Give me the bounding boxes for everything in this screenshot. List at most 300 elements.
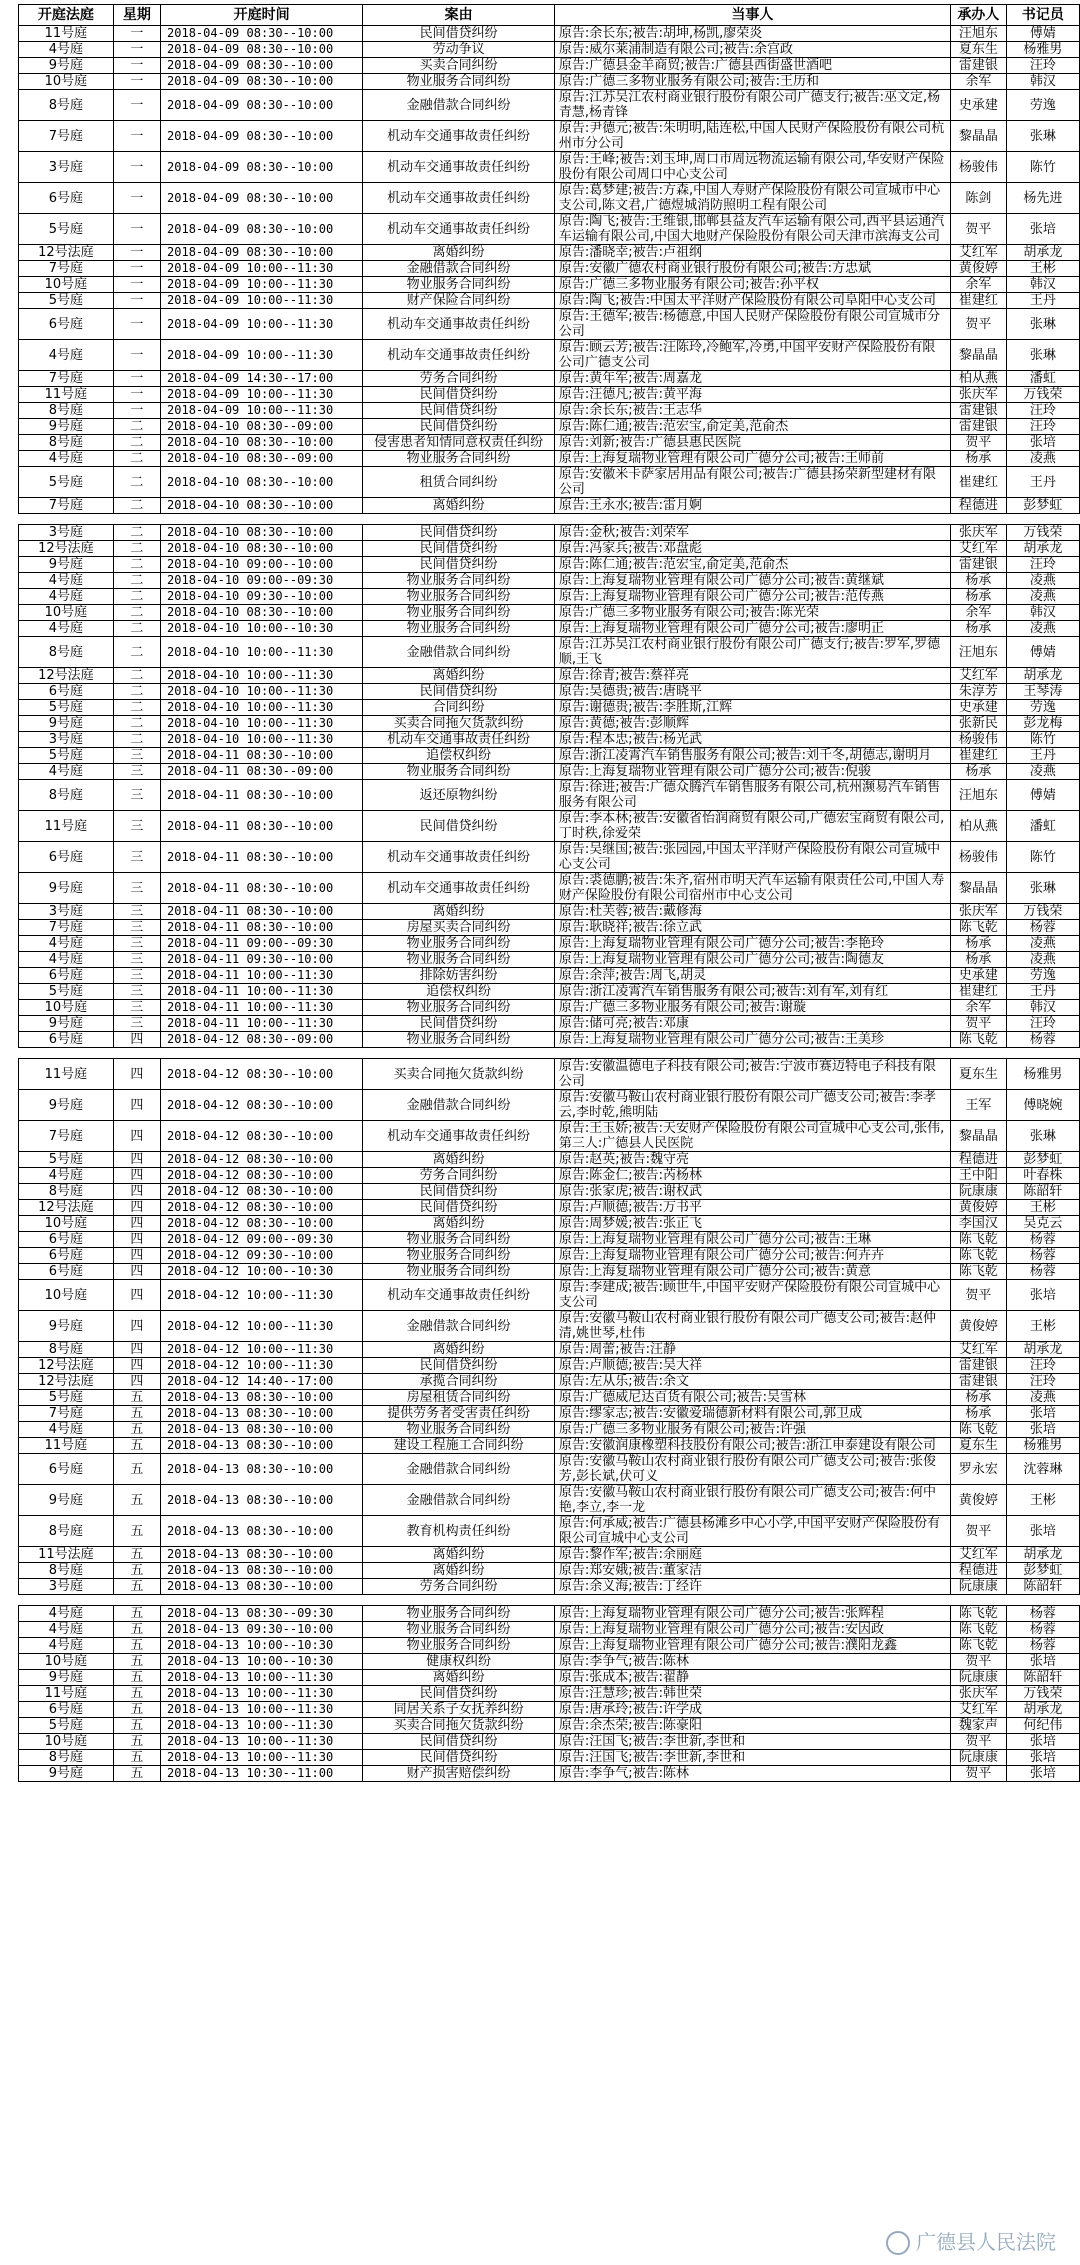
cell-clerk: 张培	[1006, 435, 1079, 451]
cell-parties: 原告:上海复瑞物业管理有限公司广德分公司;被告:何卉卉	[554, 1248, 950, 1264]
cell-weekday: 二	[113, 605, 160, 621]
cell-time: 2018-04-11 10:00--11:30	[161, 968, 363, 984]
cell-weekday: 四	[113, 1184, 160, 1200]
table-row	[19, 435, 1080, 451]
cell-clerk: 张培	[1006, 1734, 1079, 1750]
cell-clerk: 张琳	[1006, 121, 1079, 152]
cell-clerk: 杨蓉	[1006, 1638, 1079, 1654]
cell-cause: 租赁合同纠纷	[363, 467, 555, 498]
cell-parties: 原告:吴德贵;被告:唐晓平	[554, 684, 950, 700]
cell-judge: 杨承	[950, 573, 1006, 589]
cell-court: 5号庭	[19, 467, 114, 498]
cell-court: 6号庭	[19, 1454, 114, 1485]
cell-clerk: 胡承龙	[1006, 245, 1079, 261]
cell-time: 2018-04-11 10:00--11:30	[161, 984, 363, 1000]
table-row	[19, 387, 1080, 403]
cell-weekday: 一	[113, 340, 160, 371]
table-row	[19, 716, 1080, 732]
cell-weekday: 三	[113, 764, 160, 780]
cell-cause: 民间借贷纠纷	[363, 1686, 555, 1702]
cell-cause: 健康权纠纷	[363, 1654, 555, 1670]
cell-judge: 杨承	[950, 936, 1006, 952]
cell-cause: 房屋买卖合同纠纷	[363, 920, 555, 936]
cell-court: 10号庭	[19, 1216, 114, 1232]
cell-clerk: 韩汉	[1006, 277, 1079, 293]
table-row	[19, 780, 1080, 811]
cell-time: 2018-04-10 10:00--11:30	[161, 668, 363, 684]
cell-cause: 机动车交通事故责任纠纷	[363, 842, 555, 873]
cell-clerk: 王彬	[1006, 1311, 1079, 1342]
cell-judge: 张庆军	[950, 1686, 1006, 1702]
cell-weekday: 一	[113, 261, 160, 277]
cell-clerk: 张培	[1006, 1422, 1079, 1438]
cell-judge: 黎晶晶	[950, 1121, 1006, 1152]
cell-parties: 原告:安徽马鞍山农村商业银行股份有限公司广德支公司;被告:赵仲清,姚世琴,杜伟	[554, 1311, 950, 1342]
cell-court: 8号庭	[19, 90, 114, 121]
cell-judge: 黄俊婷	[950, 261, 1006, 277]
table-row	[19, 74, 1080, 90]
cell-parties: 原告:李本林;被告:安徽省怡润商贸有限公司,广德宏宝商贸有限公司,丁时秩,徐爱荣	[554, 811, 950, 842]
cell-weekday: 四	[113, 1121, 160, 1152]
cell-time: 2018-04-09 14:30--17:00	[161, 371, 363, 387]
cell-judge: 陈飞乾	[950, 1422, 1006, 1438]
cell-parties: 原告:徐进;被告:广德众腾汽车销售服务有限公司,杭州濒易汽车销售服务有限公司	[554, 780, 950, 811]
table-row	[19, 1638, 1080, 1654]
cell-parties: 原告:上海复瑞物业管理有限公司广德分公司;被告:黄继斌	[554, 573, 950, 589]
cell-parties: 原告:耿晓祥;被告:徐立武	[554, 920, 950, 936]
cell-cause: 财产损害赔偿纠纷	[363, 1766, 555, 1782]
cell-weekday: 五	[113, 1606, 160, 1622]
cell-clerk: 杨蓉	[1006, 1232, 1079, 1248]
table-row	[19, 1438, 1080, 1454]
cell-parties: 原告:唐承玲;被告:许学成	[554, 1702, 950, 1718]
cell-clerk: 吴克云	[1006, 1216, 1079, 1232]
cell-judge: 陈飞乾	[950, 1032, 1006, 1048]
table-row	[19, 1516, 1080, 1547]
cell-court: 7号庭	[19, 1121, 114, 1152]
header-court: 开庭法庭	[19, 5, 114, 26]
cell-time: 2018-04-12 08:30--10:00	[161, 1121, 363, 1152]
cell-cause: 买卖合同拖欠货款纠纷	[363, 1718, 555, 1734]
table-row	[19, 1311, 1080, 1342]
cell-clerk: 张培	[1006, 1750, 1079, 1766]
header-time: 开庭时间	[161, 5, 363, 26]
cell-time: 2018-04-10 08:30--09:00	[161, 419, 363, 435]
cell-parties: 原告:安徽米卡萨家居用品有限公司;被告:广德县扬荣新型建材有限公司	[554, 467, 950, 498]
cell-time: 2018-04-09 08:30--10:00	[161, 74, 363, 90]
cell-time: 2018-04-09 10:00--11:30	[161, 277, 363, 293]
cell-time: 2018-04-10 08:30--10:00	[161, 435, 363, 451]
cell-time: 2018-04-12 10:00--11:30	[161, 1358, 363, 1374]
cell-weekday: 三	[113, 780, 160, 811]
cell-cause: 民间借贷纠纷	[363, 1016, 555, 1032]
cell-court: 9号庭	[19, 419, 114, 435]
cell-weekday: 一	[113, 371, 160, 387]
cell-clerk: 凌燕	[1006, 1390, 1079, 1406]
cell-clerk: 万钱荣	[1006, 1686, 1079, 1702]
cell-cause: 金融借款合同纠纷	[363, 1485, 555, 1516]
cell-time: 2018-04-13 08:30--10:00	[161, 1422, 363, 1438]
cell-court: 3号庭	[19, 732, 114, 748]
cell-clerk: 张培	[1006, 1406, 1079, 1422]
cell-judge: 柏从燕	[950, 811, 1006, 842]
cell-parties: 原告:黎作军;被告:余丽庭	[554, 1547, 950, 1563]
cell-cause: 民间借贷纠纷	[363, 419, 555, 435]
cell-cause: 物业服务合同纠纷	[363, 74, 555, 90]
cell-judge: 贺平	[950, 1734, 1006, 1750]
cell-clerk: 潘虹	[1006, 811, 1079, 842]
table-row	[19, 152, 1080, 183]
cell-parties: 原告:广德三多物业服务有限公司;被告:许强	[554, 1422, 950, 1438]
cell-judge: 黄俊婷	[950, 1200, 1006, 1216]
schedule-sheet	[18, 4, 1080, 1782]
cell-judge: 阮康康	[950, 1579, 1006, 1595]
cell-court: 5号庭	[19, 293, 114, 309]
cell-clerk: 劳逸	[1006, 968, 1079, 984]
cell-time: 2018-04-12 10:00--11:30	[161, 1342, 363, 1358]
cell-time: 2018-04-10 08:30--09:00	[161, 451, 363, 467]
cell-time: 2018-04-11 08:30--10:00	[161, 920, 363, 936]
cell-cause: 民间借贷纠纷	[363, 525, 555, 541]
cell-parties: 原告:上海复瑞物业管理有限公司广德分公司;被告:陶德友	[554, 952, 950, 968]
cell-judge: 陈飞乾	[950, 1232, 1006, 1248]
cell-weekday: 二	[113, 525, 160, 541]
table-row	[19, 58, 1080, 74]
cell-clerk: 陈竹	[1006, 732, 1079, 748]
cell-clerk: 韩汉	[1006, 74, 1079, 90]
watermark-text: 广德县人民法院	[916, 2229, 1056, 2254]
cell-cause: 机动车交通事故责任纠纷	[363, 1121, 555, 1152]
cell-parties: 原告:广德威尼达百货有限公司;被告:吴雪林	[554, 1390, 950, 1406]
cell-parties: 原告:安徽马鞍山农村商业银行股份有限公司广德支公司;被告:何中艳,李立,李一龙	[554, 1485, 950, 1516]
cell-court: 6号庭	[19, 1248, 114, 1264]
table-row	[19, 968, 1080, 984]
cell-weekday: 二	[113, 637, 160, 668]
table-row	[19, 1454, 1080, 1485]
cell-parties: 原告:顾云芳;被告:汪陈玲,冷鲍军,冷勇,中国平安财产保险股份有限公司广德支公司	[554, 340, 950, 371]
cell-judge: 陈飞乾	[950, 1622, 1006, 1638]
cell-time: 2018-04-09 10:00--11:30	[161, 403, 363, 419]
table-row	[19, 873, 1080, 904]
cell-parties: 原告:卢顺德;被告:吴大祥	[554, 1358, 950, 1374]
header-row	[19, 5, 1080, 26]
cell-cause: 物业服务合同纠纷	[363, 451, 555, 467]
cell-parties: 原告:广德三多物业服务有限公司;被告:王历和	[554, 74, 950, 90]
cell-weekday: 二	[113, 732, 160, 748]
cell-court: 12号法庭	[19, 245, 114, 261]
cell-weekday: 一	[113, 58, 160, 74]
cell-clerk: 彭龙梅	[1006, 716, 1079, 732]
cell-court: 9号庭	[19, 1485, 114, 1516]
cell-clerk: 王琴涛	[1006, 684, 1079, 700]
cell-judge: 杨承	[950, 621, 1006, 637]
table-row	[19, 1032, 1080, 1048]
cell-judge: 杨骏伟	[950, 732, 1006, 748]
cell-judge: 陈飞乾	[950, 920, 1006, 936]
table-row	[19, 1248, 1080, 1264]
cell-court: 5号庭	[19, 214, 114, 245]
cell-time: 2018-04-11 10:00--11:30	[161, 1016, 363, 1032]
cell-time: 2018-04-09 10:00--11:30	[161, 387, 363, 403]
cell-cause: 民间借贷纠纷	[363, 1184, 555, 1200]
cell-cause: 民间借贷纠纷	[363, 26, 555, 42]
cell-weekday: 五	[113, 1563, 160, 1579]
cell-weekday: 三	[113, 748, 160, 764]
cell-judge: 贺平	[950, 309, 1006, 340]
cell-time: 2018-04-10 10:00--11:30	[161, 700, 363, 716]
cell-court: 8号庭	[19, 780, 114, 811]
cell-weekday: 三	[113, 811, 160, 842]
cell-time: 2018-04-13 08:30--10:00	[161, 1485, 363, 1516]
cell-court: 4号庭	[19, 1622, 114, 1638]
cell-weekday: 四	[113, 1032, 160, 1048]
cell-parties: 原告:王德军;被告:杨德意,中国人民财产保险股份有限公司宣城市分公司	[554, 309, 950, 340]
cell-weekday: 五	[113, 1390, 160, 1406]
cell-court: 4号庭	[19, 936, 114, 952]
cell-time: 2018-04-12 10:00--11:30	[161, 1311, 363, 1342]
cell-clerk: 沈蓉琳	[1006, 1454, 1079, 1485]
cell-weekday: 二	[113, 498, 160, 514]
cell-time: 2018-04-12 08:30--10:00	[161, 1059, 363, 1090]
cell-court: 4号庭	[19, 340, 114, 371]
cell-weekday: 三	[113, 904, 160, 920]
cell-time: 2018-04-13 08:30--10:00	[161, 1438, 363, 1454]
cell-cause: 物业服务合同纠纷	[363, 1638, 555, 1654]
table-row	[19, 309, 1080, 340]
table-row	[19, 984, 1080, 1000]
cell-cause: 离婚纠纷	[363, 1547, 555, 1563]
cell-weekday: 五	[113, 1438, 160, 1454]
cell-court: 12号法庭	[19, 1358, 114, 1374]
cell-judge: 黄俊婷	[950, 1311, 1006, 1342]
cell-cause: 机动车交通事故责任纠纷	[363, 340, 555, 371]
cell-judge: 艾红军	[950, 1702, 1006, 1718]
cell-parties: 原告:上海复瑞物业管理有限公司广德分公司;被告:王师前	[554, 451, 950, 467]
table-row	[19, 261, 1080, 277]
cell-parties: 原告:汪国飞;被告:李世新,李世和	[554, 1750, 950, 1766]
cell-parties: 原告:广德县金羊商贸;被告:广德县西街盛世酒吧	[554, 58, 950, 74]
cell-clerk: 韩汉	[1006, 605, 1079, 621]
cell-cause: 物业服务合同纠纷	[363, 936, 555, 952]
cell-judge: 史承建	[950, 968, 1006, 984]
cell-parties: 原告:程本忠;被告:杨光武	[554, 732, 950, 748]
cell-parties: 原告:浙江凌霄汽车销售服务有限公司;被告:刘有军,刘有红	[554, 984, 950, 1000]
court-watermark	[886, 2226, 1056, 2256]
cell-judge: 崔建红	[950, 984, 1006, 1000]
cell-cause: 民间借贷纠纷	[363, 1358, 555, 1374]
cell-cause: 物业服务合同纠纷	[363, 1264, 555, 1280]
table-row	[19, 1547, 1080, 1563]
table-row	[19, 732, 1080, 748]
cell-parties: 原告:安徽广德农村商业银行股份有限公司;被告:方忠斌	[554, 261, 950, 277]
cell-parties: 原告:汪德凡;被告:黄平海	[554, 387, 950, 403]
cell-parties: 原告:余义海;被告:丁经许	[554, 1579, 950, 1595]
cell-weekday: 二	[113, 621, 160, 637]
cell-time: 2018-04-09 08:30--10:00	[161, 26, 363, 42]
table-row	[19, 748, 1080, 764]
cell-judge: 雷建银	[950, 419, 1006, 435]
cell-clerk: 汪玲	[1006, 1358, 1079, 1374]
header-clerk: 书记员	[1006, 5, 1079, 26]
table-row	[19, 1670, 1080, 1686]
cell-clerk: 杨雅男	[1006, 1438, 1079, 1454]
table-row	[19, 700, 1080, 716]
cell-cause: 离婚纠纷	[363, 668, 555, 684]
cell-parties: 原告:安徽润康橡塑科技股份有限公司;被告:浙江申泰建设有限公司	[554, 1438, 950, 1454]
cell-clerk: 陈韶轩	[1006, 1579, 1079, 1595]
cell-clerk: 劳逸	[1006, 700, 1079, 716]
cell-cause: 机动车交通事故责任纠纷	[363, 152, 555, 183]
cell-weekday: 四	[113, 1168, 160, 1184]
cell-time: 2018-04-12 08:30--09:00	[161, 1032, 363, 1048]
cell-weekday: 二	[113, 589, 160, 605]
cell-court: 9号庭	[19, 557, 114, 573]
cell-time: 2018-04-13 10:00--10:30	[161, 1654, 363, 1670]
cell-parties: 原告:黄德;被告:彭顺辉	[554, 716, 950, 732]
cell-clerk: 凌燕	[1006, 764, 1079, 780]
table-row	[19, 1200, 1080, 1216]
cell-clerk: 杨蓉	[1006, 920, 1079, 936]
cell-time: 2018-04-13 08:30--10:00	[161, 1406, 363, 1422]
cell-cause: 机动车交通事故责任纠纷	[363, 214, 555, 245]
cell-judge: 程德进	[950, 498, 1006, 514]
cell-cause: 劳务合同纠纷	[363, 1168, 555, 1184]
table-row	[19, 842, 1080, 873]
cell-weekday: 三	[113, 968, 160, 984]
cell-clerk: 汪玲	[1006, 403, 1079, 419]
cell-judge: 贺平	[950, 435, 1006, 451]
cell-parties: 原告:上海复瑞物业管理有限公司广德分公司;被告:廖明正	[554, 621, 950, 637]
cell-clerk: 张培	[1006, 1516, 1079, 1547]
cell-clerk: 劳逸	[1006, 90, 1079, 121]
cell-weekday: 五	[113, 1516, 160, 1547]
cell-time: 2018-04-12 09:30--10:00	[161, 1248, 363, 1264]
cell-time: 2018-04-10 10:00--11:30	[161, 637, 363, 668]
cell-cause: 返还原物纠纷	[363, 780, 555, 811]
cell-court: 8号庭	[19, 1516, 114, 1547]
cell-cause: 劳务合同纠纷	[363, 371, 555, 387]
gap-cell	[19, 514, 1080, 525]
cell-clerk: 韩汉	[1006, 1000, 1079, 1016]
cell-judge: 艾红军	[950, 1547, 1006, 1563]
cell-clerk: 陈韶轩	[1006, 1670, 1079, 1686]
cell-court: 6号庭	[19, 1264, 114, 1280]
cell-weekday: 二	[113, 541, 160, 557]
cell-judge: 史承建	[950, 700, 1006, 716]
cell-judge: 夏东生	[950, 1438, 1006, 1454]
cell-weekday: 四	[113, 1280, 160, 1311]
cell-time: 2018-04-10 09:00--10:00	[161, 557, 363, 573]
cell-time: 2018-04-13 10:00--10:30	[161, 1638, 363, 1654]
cell-judge: 雷建银	[950, 403, 1006, 419]
cell-court: 10号庭	[19, 1000, 114, 1016]
cell-cause: 物业服务合同纠纷	[363, 764, 555, 780]
cell-weekday: 一	[113, 245, 160, 261]
cell-cause: 排除妨害纠纷	[363, 968, 555, 984]
cell-judge: 杨承	[950, 952, 1006, 968]
cell-weekday: 五	[113, 1670, 160, 1686]
cell-judge: 崔建红	[950, 467, 1006, 498]
cell-clerk: 凌燕	[1006, 936, 1079, 952]
cell-weekday: 一	[113, 387, 160, 403]
cell-cause: 合同纠纷	[363, 700, 555, 716]
cell-judge: 贺平	[950, 1654, 1006, 1670]
cell-weekday: 四	[113, 1232, 160, 1248]
cell-cause: 民间借贷纠纷	[363, 387, 555, 403]
cell-time: 2018-04-12 10:00--11:30	[161, 1280, 363, 1311]
cell-court: 5号庭	[19, 1390, 114, 1406]
cell-judge: 张新民	[950, 716, 1006, 732]
table-row	[19, 1718, 1080, 1734]
cell-cause: 金融借款合同纠纷	[363, 90, 555, 121]
cell-clerk: 汪玲	[1006, 419, 1079, 435]
cell-parties: 原告:李争气;被告:陈林	[554, 1766, 950, 1782]
cell-court: 9号庭	[19, 1670, 114, 1686]
cell-court: 5号庭	[19, 1718, 114, 1734]
cell-court: 9号庭	[19, 873, 114, 904]
table-row	[19, 920, 1080, 936]
cell-clerk: 杨雅男	[1006, 42, 1079, 58]
cell-court: 11号庭	[19, 1059, 114, 1090]
cell-judge: 汪旭东	[950, 26, 1006, 42]
cell-judge: 杨承	[950, 589, 1006, 605]
cell-parties: 原告:陈金仁;被告:芮杨林	[554, 1168, 950, 1184]
cell-cause: 房屋租赁合同纠纷	[363, 1390, 555, 1406]
cell-time: 2018-04-09 10:00--11:30	[161, 340, 363, 371]
cell-parties: 原告:潘晓幸;被告:卢祖纲	[554, 245, 950, 261]
section-gap	[19, 514, 1080, 525]
cell-weekday: 一	[113, 90, 160, 121]
cell-cause: 物业服务合同纠纷	[363, 1032, 555, 1048]
cell-cause: 金融借款合同纠纷	[363, 261, 555, 277]
cell-cause: 侵害患者知情同意权责任纠纷	[363, 435, 555, 451]
cell-weekday: 三	[113, 920, 160, 936]
cell-parties: 原告:谢德贵;被告:李胜斯,江辉	[554, 700, 950, 716]
cell-judge: 李国汉	[950, 1216, 1006, 1232]
cell-clerk: 胡承龙	[1006, 668, 1079, 684]
cell-time: 2018-04-10 10:00--11:30	[161, 716, 363, 732]
cell-court: 8号庭	[19, 435, 114, 451]
cell-cause: 民间借贷纠纷	[363, 403, 555, 419]
cell-time: 2018-04-12 08:30--10:00	[161, 1152, 363, 1168]
cell-parties: 原告:上海复瑞物业管理有限公司广德分公司;被告:王琳	[554, 1232, 950, 1248]
table-row	[19, 121, 1080, 152]
table-row	[19, 1016, 1080, 1032]
cell-court: 4号庭	[19, 1422, 114, 1438]
cell-clerk: 王丹	[1006, 984, 1079, 1000]
cell-weekday: 一	[113, 26, 160, 42]
cell-clerk: 凌燕	[1006, 451, 1079, 467]
table-row	[19, 904, 1080, 920]
cell-cause: 离婚纠纷	[363, 1342, 555, 1358]
cell-time: 2018-04-09 08:30--10:00	[161, 183, 363, 214]
cell-court: 4号庭	[19, 1638, 114, 1654]
cell-court: 11号庭	[19, 1686, 114, 1702]
cell-weekday: 五	[113, 1750, 160, 1766]
cell-cause: 物业服务合同纠纷	[363, 1422, 555, 1438]
cell-weekday: 三	[113, 842, 160, 873]
cell-judge: 杨骏伟	[950, 152, 1006, 183]
cell-parties: 原告:浙江凌霄汽车销售服务有限公司;被告:刘千冬,胡德志,谢明月	[554, 748, 950, 764]
cell-court: 8号庭	[19, 1563, 114, 1579]
cell-parties: 原告:广德三多物业服务有限公司;被告:孙平权	[554, 277, 950, 293]
cell-time: 2018-04-13 08:30--10:00	[161, 1579, 363, 1595]
cell-court: 10号庭	[19, 1734, 114, 1750]
cell-cause: 物业服务合同纠纷	[363, 605, 555, 621]
cell-judge: 贺平	[950, 214, 1006, 245]
cell-cause: 买卖合同纠纷	[363, 58, 555, 74]
cell-clerk: 何纪伟	[1006, 1718, 1079, 1734]
